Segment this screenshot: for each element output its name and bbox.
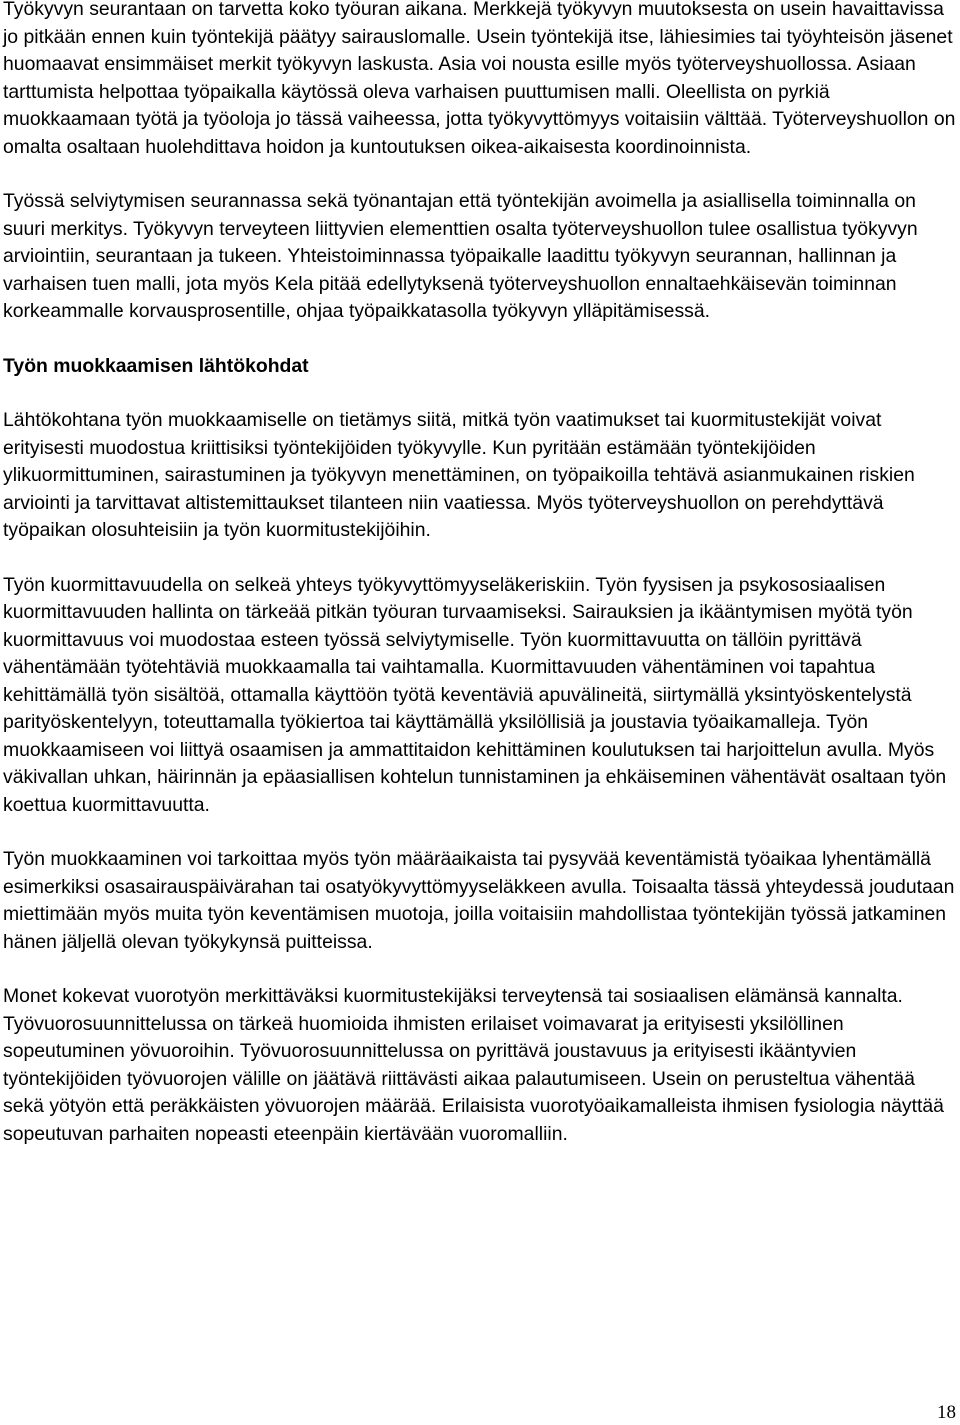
section-heading: Työn muokkaamisen lähtökohdat [3, 354, 309, 377]
paragraph-coping-at-work: Työssä selviytymisen seurannassa sekä työnantajan että työntekijän avoimella ja asiallisella toiminnalla on suuri merkitys. Työkyvyn terveyteen liittyvien elementtien osalta työterveyshuollon tulee osallistua työkyvyn arviointiin, seurantaan ja tukeen. Yhteistoiminnassa työpaikalle laadittu työkyvyn seurannan, hallinnan ja varhaisen tuen malli, jota myös Kela pitää edellytyksenä työterveyshuollon ennaltaehkäisevän toiminnan korkeammalle korvausprosentille, ohjaa työpaikkatasolla työkyvyn ylläpitämisessä. [3, 190, 918, 322]
paragraph-shift-work: Monet kokevat vuorotyön merkittäväksi kuormitustekijäksi terveytensä tai sosiaalisen elämänsä kannalta. Työvuorosuunnittelussa on tärkeä huomioida ihmisten erilaiset voimavarat ja erityisesti yksilöllinen sopeutuminen yövuoroihin. Työvuorosuunnittelussa on pyrittävä joustavuus ja erityisesti ikääntyvien työntekijöiden työvuorojen välille on jäätävä riittävästi aikaa palautumiseen. Usein on perusteltua vähentää sekä yötyön että peräkkäisten yövuorojen määrää. Erilaisista vuorotyöaikamalleista ihmisen fysiologia näyttää sopeutuvan parhaiten nopeasti eteenpäin kiertävään vuoromalliin. [3, 985, 944, 1145]
paragraph-work-ability-monitoring: Työkyvyn seurantaan on tarvetta koko työuran aikana. Merkkejä työkyvyn muutoksesta on usein havaittavissa jo pitkään ennen kuin työntekijä päätyy sairauslomalle. Usein työntekijä itse, lähiesimies tai työyhteisön jäsenet huomaavat ensimmäiset merkit työkyvyn laskusta. Asia voi nousta esille myös työterveyshuollossa. Asiaan tarttumista helpottaa työpaikalla käytössä oleva varhaisen puuttumisen malli. Oleellista on pyrkiä muokkaamaan työtä ja työoloja jo tässä vaiheessa, jotta työkyvyttömyys voitaisiin välttää. Työterveyshuollon on omalta osaltaan huolehdittava hoidon ja kuntoutuksen oikea-aikaisesta koordinoinnista. [3, 0, 956, 158]
paragraph-workload: Työn kuormittavuudella on selkeä yhteys työkyvyttömyyseläkeriskiin. Työn fyysisen ja psykososiaalisen kuormittavuuden hallinta on tärkeää pitkän työuran turvaamiseksi. Sairauksien ja ikääntymisen myötä työn kuormittavuus voi muodostaa esteen työssä selviytymiselle. Työn kuormittavuutta on tällöin pyrittävä vähentämään työtehtäviä muokkaamalla tai vaihtamalla. Kuormittavuuden vähentäminen voi tapahtua kehittämällä työn sisältöä, ottamalla käyttöön työtä keventäviä apuvälineitä, siirtymällä yksintyöskentelystä parityöskentelyyn, toteuttamalla työkiertoa tai käyttämällä yksilöllisiä ja joustavia työaikamalleja. Työn muokkaamiseen voi liittyä osaamisen ja ammattitaidon kehittäminen koulutuksen tai harjoittelun avulla. Myös väkivallan uhkan, häirinnän ja epäasiallisen kohtelun tunnistaminen ja ehkäiseminen vähentävät osaltaan työn koettua kuormittavuutta. [3, 573, 947, 816]
page-body [3, 0, 958, 1175]
paragraph-work-modification: Työn muokkaaminen voi tarkoittaa myös työn määräaikaista tai pysyvää keventämistä työaikaa lyhentämällä esimerkiksi osasairauspäivärahan tai osatyökyvyttömyyseläkkeen avulla. Toisaalta tässä yhteydessä joudutaan miettimään myös muita työn keventämisen muotoja, joilla voitaisiin mahdollistaa työntekijän työssä jatkaminen hänen jäljellä olevan työkykynsä puitteissa. [3, 848, 955, 953]
page-number: 18 [937, 1402, 956, 1423]
paragraph-starting-points: Lähtökohtana työn muokkaamiselle on tietämys siitä, mitkä työn vaatimukset tai kuormitustekijät voivat erityisesti muodostua kriittisiksi työntekijöiden työkyvylle. Kun pyritään estämään työntekijöiden ylikuormittuminen, sairastuminen ja työkyvyn menettäminen, on työpaikoilla tehtävä asianmukainen riskien arviointi ja tarvittavat altistemittaukset tilanteen niin vaatiessa. Myös työterveyshuollon on perehdyttävä työpaikan olosuhteisiin ja työn kuormitustekijöihin. [3, 409, 915, 541]
